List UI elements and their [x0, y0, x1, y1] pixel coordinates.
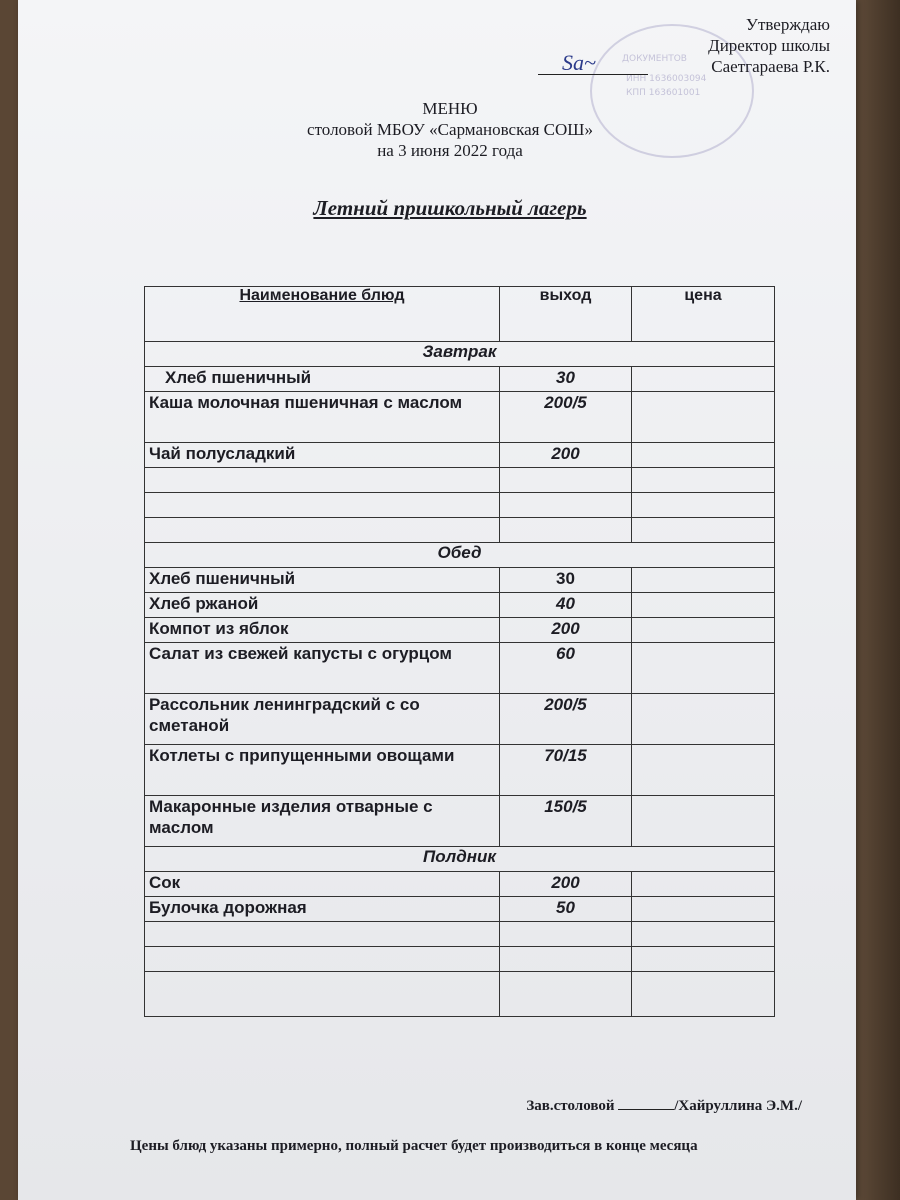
dish-name: Хлеб ржаной — [145, 593, 500, 618]
empty-row — [145, 518, 775, 543]
empty-row — [145, 922, 775, 947]
dish-output: 30 — [500, 568, 632, 593]
menu-subtitle: столовой МБОУ «Сармановская СОШ» — [307, 120, 593, 139]
menu-table — [144, 286, 775, 1017]
dish-output: 200 — [500, 443, 632, 468]
dish-price — [632, 392, 775, 443]
col-header-output: выход — [500, 287, 632, 342]
canteen-manager-line — [526, 1098, 802, 1115]
dish-output: 200 — [500, 872, 632, 897]
table-row — [145, 872, 775, 897]
table-row — [145, 745, 775, 796]
empty-row — [145, 468, 775, 493]
approval-block — [708, 14, 830, 77]
section-title-snack: Полдник — [145, 847, 775, 872]
approval-line-2: Директор школы — [708, 36, 830, 55]
table-row — [145, 367, 775, 392]
empty-row — [145, 493, 775, 518]
empty-row — [145, 972, 775, 1017]
signature-line — [538, 74, 648, 75]
approval-line-1: Утверждаю — [745, 15, 830, 34]
approval-line-3: Саетгараева Р.К. — [711, 57, 830, 76]
dish-output: 200 — [500, 618, 632, 643]
dish-price — [632, 897, 775, 922]
dish-output: 40 — [500, 593, 632, 618]
dish-name: Рассольник ленинградский с со сметаной — [145, 694, 500, 745]
dish-name: Котлеты с припущенными овощами — [145, 745, 500, 796]
dish-name: Компот из яблок — [145, 618, 500, 643]
section-row-lunch — [145, 543, 775, 568]
dish-price — [632, 443, 775, 468]
dish-name: Салат из свежей капусты с огурцом — [145, 643, 500, 694]
dish-output: 150/5 — [500, 796, 632, 847]
manager-prefix: Зав.столовой — [526, 1098, 615, 1114]
price-note: Цены блюд указаны примерно, полный расчет будет производиться в конце месяца — [130, 1138, 698, 1154]
dish-price — [632, 643, 775, 694]
dish-name: Каша молочная пшеничная с маслом — [145, 392, 500, 443]
dish-output: 50 — [500, 897, 632, 922]
table-row — [145, 593, 775, 618]
stamp-word: ДОКУМЕНТОВ — [622, 54, 687, 64]
table-header-row — [145, 287, 775, 342]
table-row — [145, 897, 775, 922]
dish-price — [632, 796, 775, 847]
section-row-breakfast — [145, 342, 775, 367]
manager-signature-blank — [618, 1109, 674, 1110]
dish-output: 70/15 — [500, 745, 632, 796]
camp-title: Летний пришкольный лагерь — [313, 196, 587, 220]
dish-price — [632, 367, 775, 392]
table-row — [145, 568, 775, 593]
dish-price — [632, 593, 775, 618]
table-row — [145, 392, 775, 443]
col-header-price: цена — [632, 287, 775, 342]
stamp-inn: ИНН 1636003094 — [626, 74, 707, 84]
dish-output: 200/5 — [500, 694, 632, 745]
dish-output: 30 — [500, 367, 632, 392]
dish-price — [632, 694, 775, 745]
section-row-snack — [145, 847, 775, 872]
dish-name: Хлеб пшеничный — [145, 568, 500, 593]
menu-date: на 3 июня 2022 года — [377, 141, 523, 160]
section-title-lunch: Обед — [145, 543, 775, 568]
table-row — [145, 443, 775, 468]
empty-row — [145, 947, 775, 972]
menu-title: МЕНЮ — [422, 99, 478, 118]
stamp-kpp: КПП 163601001 — [626, 88, 701, 98]
dish-price — [632, 745, 775, 796]
table-row — [145, 643, 775, 694]
section-title-breakfast: Завтрак — [145, 342, 775, 367]
dish-price — [632, 618, 775, 643]
dish-name: Чай полусладкий — [145, 443, 500, 468]
director-signature: Sa~ — [562, 50, 596, 75]
dish-output: 60 — [500, 643, 632, 694]
dish-name: Хлеб пшеничный — [145, 367, 500, 392]
dish-price — [632, 568, 775, 593]
dish-name: Булочка дорожная — [145, 897, 500, 922]
dish-output: 200/5 — [500, 392, 632, 443]
dish-price — [632, 872, 775, 897]
table-row — [145, 618, 775, 643]
dish-name: Макаронные изделия отварные с маслом — [145, 796, 500, 847]
table-row — [145, 694, 775, 745]
manager-name: /Хайруллина Э.М./ — [674, 1098, 802, 1114]
dish-name: Сок — [145, 872, 500, 897]
table-row — [145, 796, 775, 847]
col-header-name: Наименование блюд — [145, 287, 500, 342]
menu-header — [200, 98, 700, 161]
